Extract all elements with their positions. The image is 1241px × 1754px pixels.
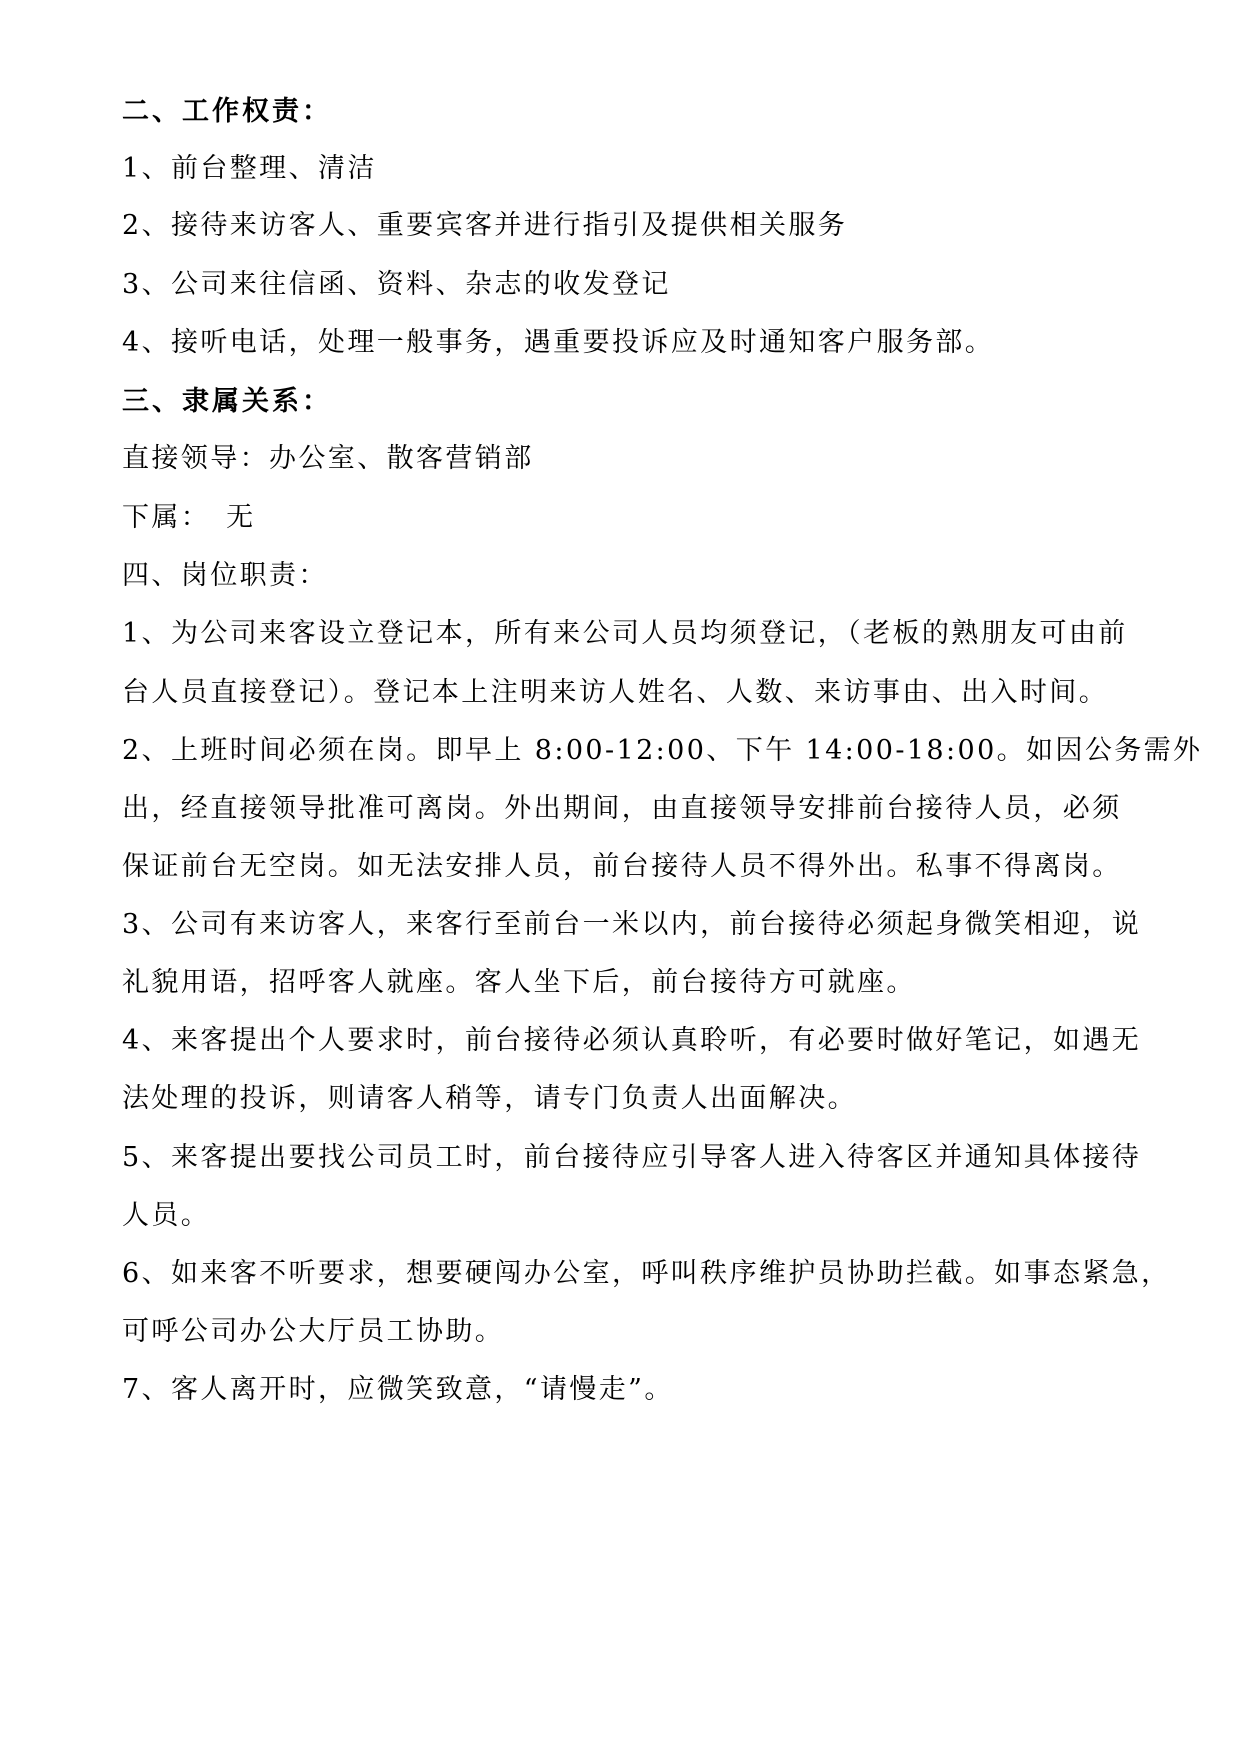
duty-6-line-1: 6、如来客不听要求，想要硬闯办公室，呼叫秩序维护员协助拦截。如事态紧急， <box>122 1258 1171 1289</box>
duty-4-line-1: 4、来客提出个人要求时，前台接待必须认真聆听，有必要时做好笔记，如遇无 <box>122 1025 1142 1056</box>
duty-3-line-2: 礼貌用语，招呼客人就座。客人坐下后，前台接待方可就座。 <box>122 967 916 998</box>
duty-1-line-1: 1、为公司来客设立登记本，所有来公司人员均须登记，（老板的熟朋友可由前 <box>122 618 1128 649</box>
duty-5-line-1: 5、来客提出要找公司员工时，前台接待应引导客人进入待客区并通知具体接待 <box>122 1142 1142 1173</box>
duty-2-line-3: 保证前台无空岗。如无法安排人员，前台接待人员不得外出。私事不得离岗。 <box>122 851 1122 882</box>
direct-leader-text: 直接领导：办公室、散客营销部 <box>122 443 534 474</box>
duty-6-line-2: 可呼公司办公大厅员工协助。 <box>122 1316 505 1347</box>
subordinate-text: 下属： 无 <box>122 502 256 533</box>
duty-7-line-1: 7、客人离开时，应微笑致意，“请慢走”。 <box>122 1374 674 1405</box>
duty-4-line-2: 法处理的投诉，则请客人稍等，请专门负责人出面解决。 <box>122 1083 857 1114</box>
work-authority-item-4: 4、接听电话，处理一般事务，遇重要投诉应及时通知客户服务部。 <box>122 327 995 358</box>
duty-1-line-2: 台人员直接登记）。登记本上注明来访人姓名、人数、来访事由、出入时间。 <box>122 677 1109 708</box>
duty-5-line-2: 人员。 <box>122 1200 211 1231</box>
duty-2-line-2: 出，经直接领导批准可离岗。外出期间，由直接领导安排前台接待人员，必须 <box>122 793 1122 824</box>
duty-2-line-1: 2、上班时间必须在岗。即早上 8:00-12:00、下午 14:00-18:00。如因公务需外 <box>122 735 1203 766</box>
section-heading-work-authority: 二、工作权责： <box>122 96 332 127</box>
work-authority-item-1: 1、前台整理、清洁 <box>122 153 377 184</box>
work-authority-item-3: 3、公司来往信函、资料、杂志的收发登记 <box>122 269 671 300</box>
work-authority-item-2: 2、接待来访客人、重要宾客并进行指引及提供相关服务 <box>122 210 848 241</box>
duty-3-line-1: 3、公司有来访客人，来客行至前台一米以内，前台接待必须起身微笑相迎，说 <box>122 909 1142 940</box>
section-heading-job-duties: 四、岗位职责： <box>122 560 328 591</box>
section-heading-reporting-relationship: 三、隶属关系： <box>122 386 332 417</box>
